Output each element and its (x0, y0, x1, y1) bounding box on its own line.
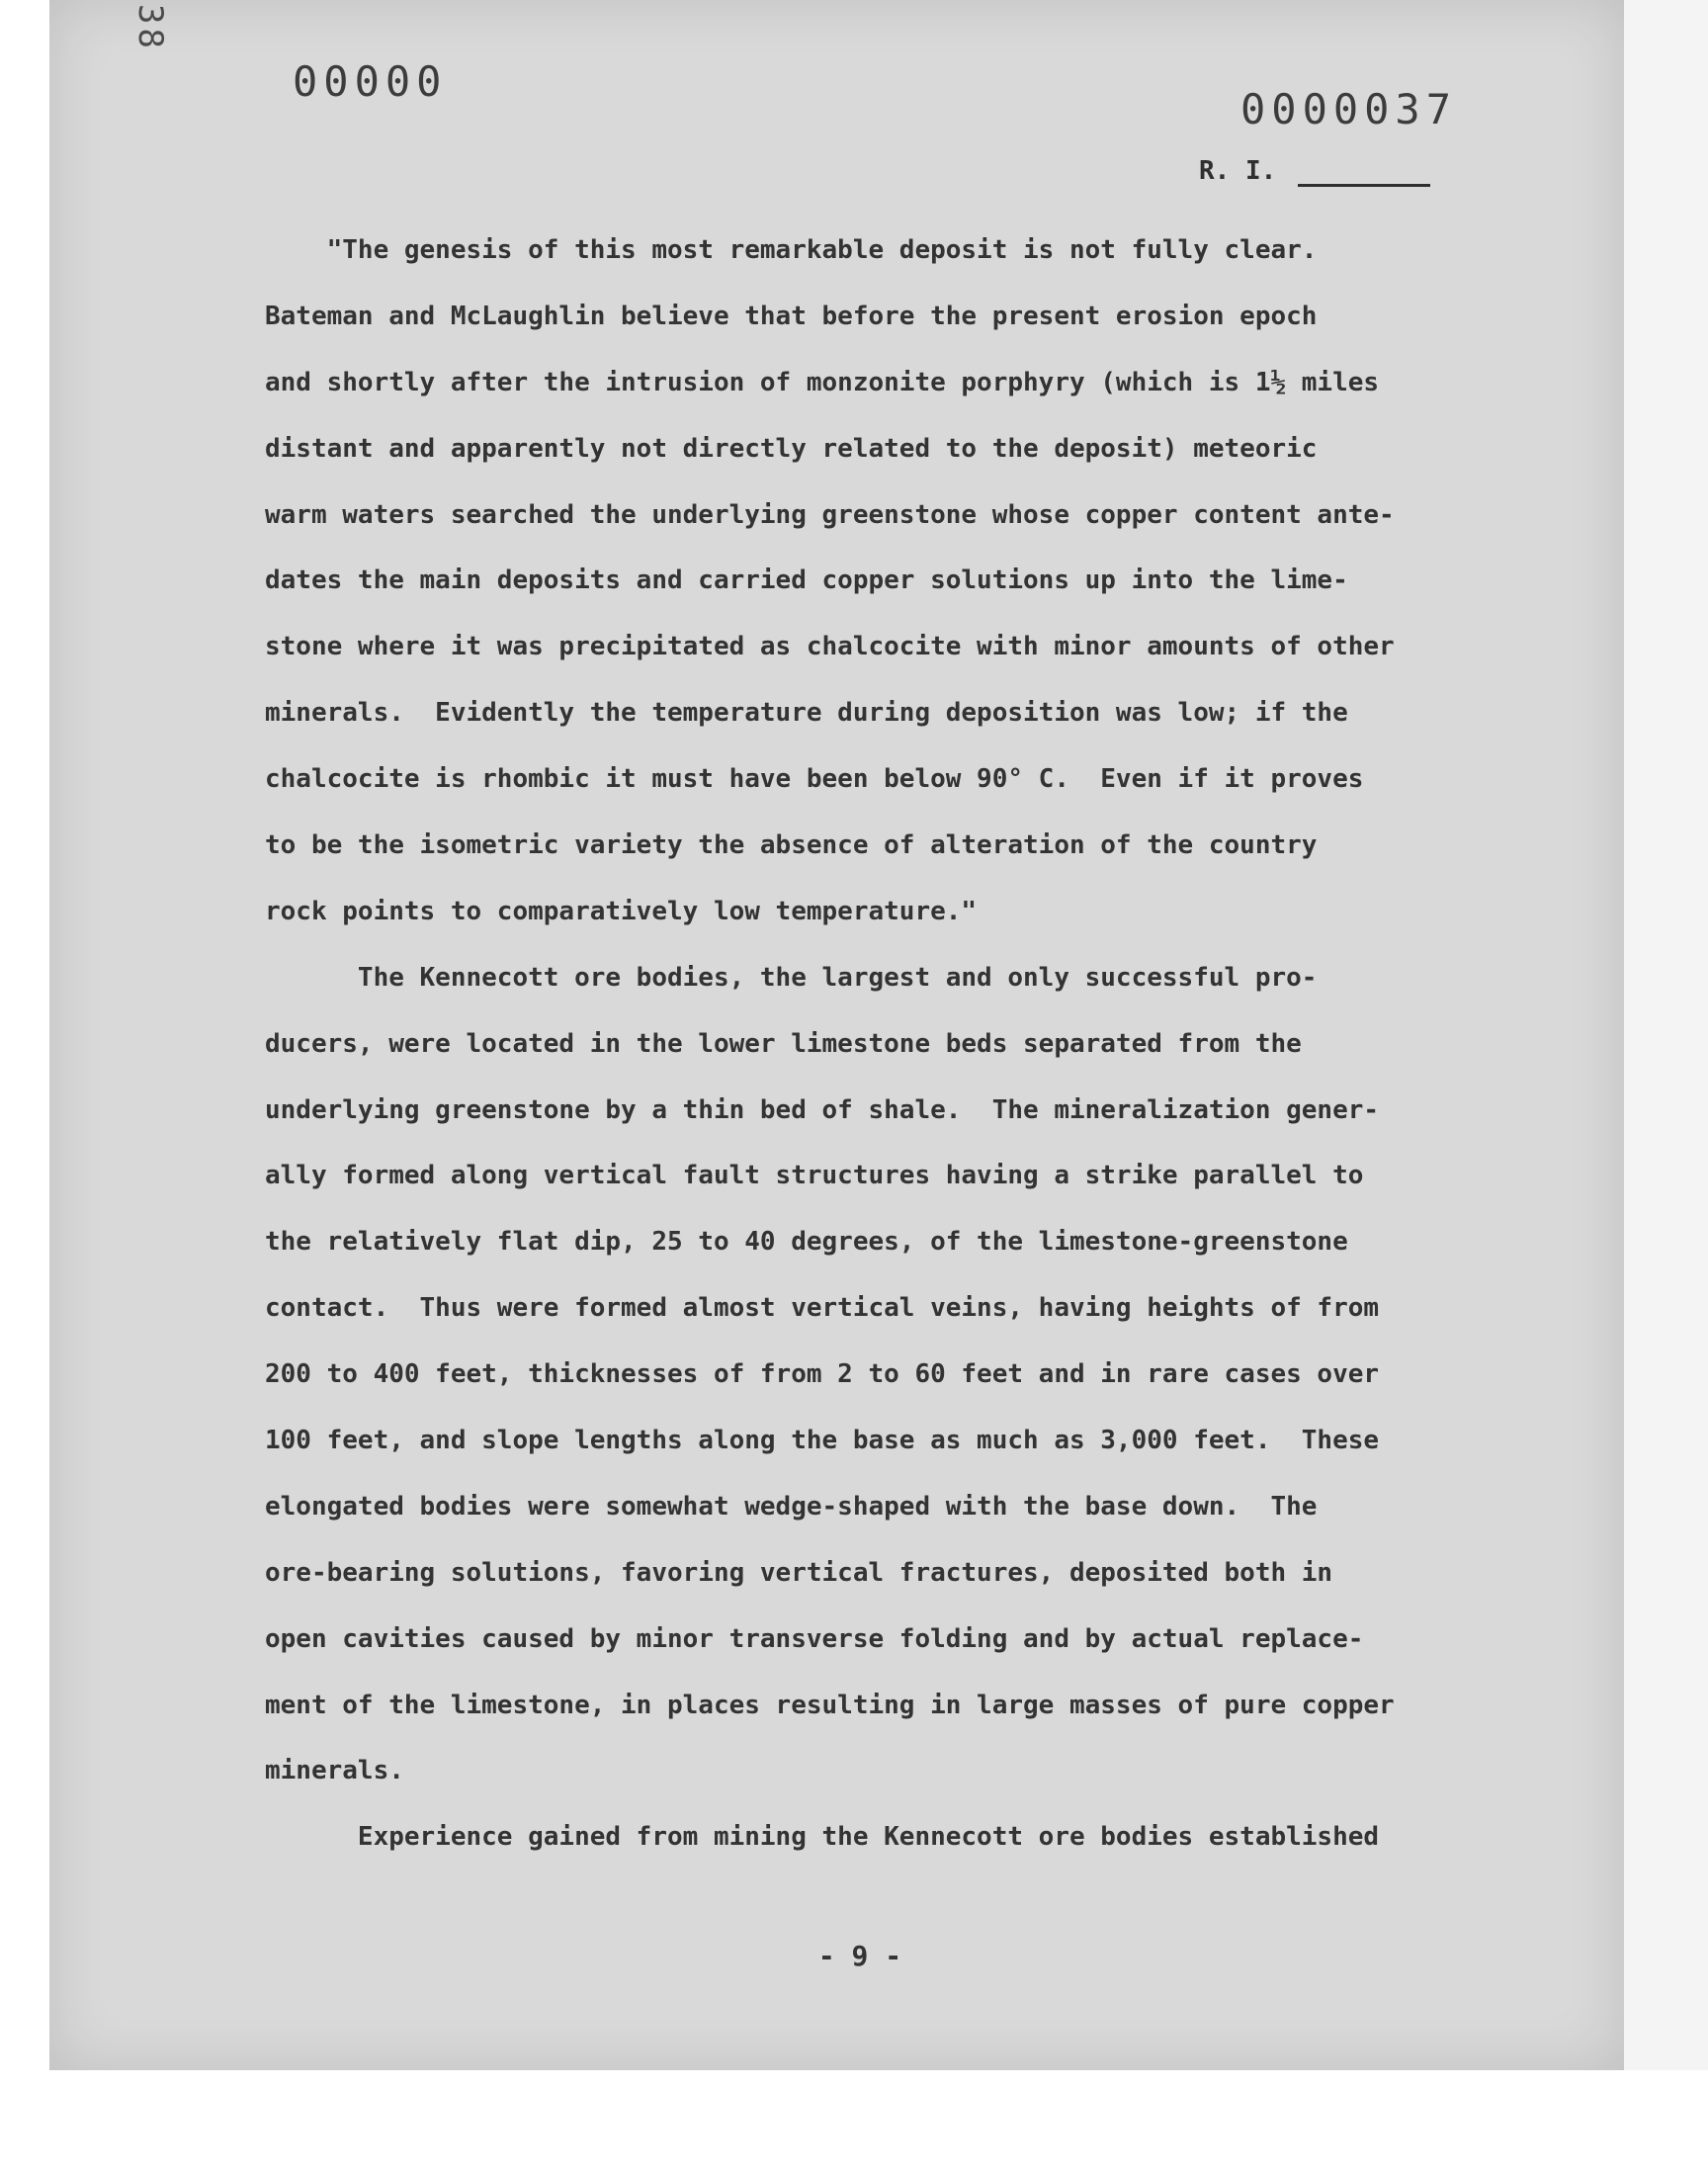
text-line: 200 to 400 feet, thicknesses of from 2 to 60 feet and in rare cases over (265, 1359, 1380, 1390)
text-line: ducers, were located in the lower limestone beds separated from the (265, 1028, 1302, 1059)
text-line: dates the main deposits and carried copper solutions up into the lime- (265, 566, 1348, 596)
text-line: Experience gained from mining the Kennecott ore bodies established (265, 1822, 1380, 1853)
text-line: the relatively flat dip, 25 to 40 degrees, of the limestone-greenstone (265, 1227, 1348, 1258)
margin-mark: 38 (130, 4, 170, 52)
text-line: minerals. (265, 1756, 404, 1786)
text-line: ore-bearing solutions, favoring vertical fractures, deposited both in (265, 1557, 1333, 1588)
text-line: "The genesis of this most remarkable deposit is not fully clear. (265, 235, 1318, 265)
text-line: minerals. Evidently the temperature during deposition was low; if the (265, 698, 1348, 729)
stamp-number-left: 00000 (293, 57, 448, 106)
text-line: The Kennecott ore bodies, the largest and only successful pro- (265, 962, 1318, 993)
text-line: rock points to comparatively low temperature." (265, 896, 978, 926)
text-line: warm waters searched the underlying greenstone whose copper content ante- (265, 499, 1395, 530)
text-line: ally formed along vertical fault structures having a strike parallel to (265, 1161, 1364, 1191)
text-line: open cavities caused by minor transverse folding and by actual replace- (265, 1623, 1364, 1654)
text-line: distant and apparently not directly related to the deposit) meteoric (265, 433, 1318, 464)
text-line: elongated bodies were somewhat wedge-shaped with the base down. The (265, 1491, 1318, 1522)
text-line: contact. Thus were formed almost vertical veins, having heights of from (265, 1293, 1380, 1324)
text-line: stone where it was precipitated as chalcocite with minor amounts of other (265, 632, 1395, 662)
text-line: underlying greenstone by a thin bed of shale. The mineralization gener- (265, 1094, 1380, 1125)
text-line: chalcocite is rhombic it must have been below 90° C. Even if it proves (265, 764, 1364, 795)
text-line: and shortly after the intrusion of monzonite porphyry (which is 1½ miles (265, 367, 1380, 397)
text-line: Bateman and McLaughlin believe that before the present erosion epoch (265, 301, 1318, 331)
ri-blank-line (1298, 184, 1430, 187)
page-number: - 9 - (817, 1940, 902, 1972)
body-text (265, 218, 1491, 1870)
text-line: to be the isometric variety the absence of alteration of the country (265, 830, 1318, 861)
text-line: 100 feet, and slope lengths along the base as much as 3,000 feet. These (265, 1426, 1380, 1456)
ri-label: R. I. (1199, 156, 1277, 186)
text-line: ment of the limestone, in places resulting in large masses of pure copper (265, 1690, 1395, 1720)
stamp-number-right: 0000037 (1240, 85, 1458, 133)
scan-border (1624, 0, 1708, 2070)
